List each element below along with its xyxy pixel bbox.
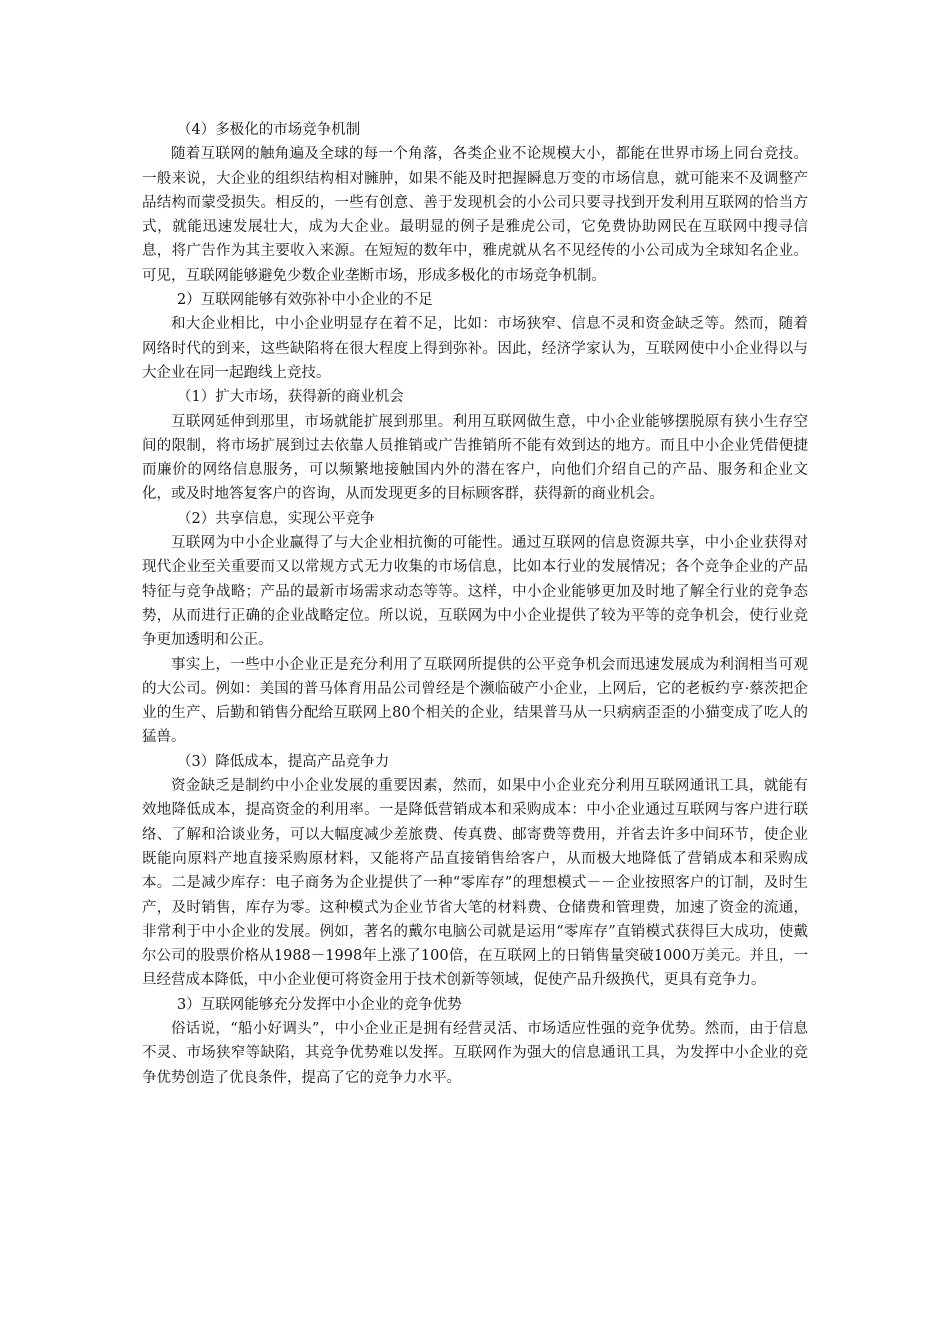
body-paragraph: 和大企业相比，中小企业明显存在着不足，比如：市场狭窄、信息不灵和资金缺乏等。然而，随着网络时代的到来，这些缺陷将在很大程度上得到弥补。因此，经济学家认为，互联网使中小企业得以与大企业在同一起跑线上竞技。 <box>142 316 808 381</box>
body-paragraph: 资金缺乏是制约中小企业发展的重要因素，然而，如果中小企业充分利用互联网通讯工具，就能有效地降低成本，提高资金的利用率。一是降低营销成本和采购成本：中小企业通过互联网与客户进行联络、了解和洽谈业务，可以大幅度减少差旅费、传真费、邮寄费等费用，并省去许多中间环节，使企业既能向原料产地直接采购原材料，又能将产品直接销售给客户，从而极大地降低了营销成本和采购成本。二是减少库存：电子商务为企业提供了一种“零库存”的理想模式－－企业按照客户的订制，及时生产，及时销售，库存为零。这种模式为企业节省大笔的材料费、仓储费和管理费，加速了资金的流通，非常利于中小企业的发展。例如，著名的戴尔电脑公司就是运用“零库存”直销模式获得巨大成功，使戴尔公司的股票价格从1988－1998年上涨了100倍，在互联网上的日销售量突破1000万美元。并且，一旦经营成本降低，中小企业便可将资金用于技术创新等领域，促使产品升级换代，更具有竞争力。 <box>142 778 808 989</box>
document-page <box>142 118 808 1090</box>
body-paragraph: 俗话说，“船小好调头”，中小企业正是拥有经营灵活、市场适应性强的竞争优势。然而，由于信息不灵、市场狭窄等缺陷，其竞争优势难以发挥。互联网作为强大的信息通讯工具，为发挥中小企业的竞争优势创造了优良条件，提高了它的竞争力水平。 <box>142 1020 808 1086</box>
body-paragraph: 随着互联网的触角遍及全球的每一个角落，各类企业不论规模大小，都能在世界市场上同台竞技。一般来说，大企业的组织结构相对臃肿，如果不能及时把握瞬息万变的市场信息，就可能来不及调整产品结构而蒙受损失。相反的，一些有创意、善于发现机会的小公司只要寻找到开发利用互联网的恰当方式，就能迅速发展壮大，成为大企业。最明显的例子是雅虎公司，它免费协助网民在互联网中搜寻信息，将广告作为其主要收入来源。在短短的数年中，雅虎就从名不见经传的小公司成为全球知名企业。可见，互联网能够避免少数企业垄断市场，形成多极化的市场竞争机制。 <box>142 146 808 284</box>
section-heading: （4）多极化的市场竞争机制 <box>177 122 361 138</box>
section-heading: （2）共享信息，实现公平竞争 <box>177 510 375 527</box>
section-heading: 3）互联网能够充分发挥中小企业的竞争优势 <box>177 996 462 1013</box>
section-heading: （1）扩大市场，获得新的商业机会 <box>177 389 404 406</box>
body-paragraph: 互联网为中小企业赢得了与大企业相抗衡的可能性。通过互联网的信息资源共享，中小企业获得对现代企业至关重要而又以常规方式无力收集的市场信息，比如本行业的发展情况；各个竞争企业的产品特征与竞争战略；产品的最新市场需求动态等等。这样，中小企业能够更加及时地了解全行业的竞争态势，从而进行正确的企业战略定位。所以说，互联网为中小企业提供了较为平等的竞争机会，使行业竞争更加透明和公正。 <box>142 535 808 649</box>
body-paragraph: 事实上，一些中小企业正是充分利用了互联网所提供的公平竞争机会而迅速发展成为利润相当可观的大公司。例如：美国的普马体育用品公司曾经是个濒临破产小企业，上网后，它的老板约亨·蔡茨把企业的生产、后勤和销售分配给互联网上80个相关的企业，结果普马从一只病病歪歪的小猫变成了吃人的猛兽。 <box>142 656 808 746</box>
body-paragraph: 互联网延伸到那里，市场就能扩展到那里。利用互联网做生意，中小企业能够摆脱原有狭小生存空间的限制，将市场扩展到过去依靠人员推销或广告推销所不能有效到达的地方。而且中小企业凭借便捷而廉价的网络信息服务，可以频繁地接触国内外的潜在客户，向他们介绍自己的产品、服务和企业文化，或及时地答复客户的咨询，从而发现更多的目标顾客群，获得新的商业机会。 <box>142 413 808 503</box>
section-heading: 2）互联网能够有效弥补中小企业的不足 <box>177 292 433 309</box>
section-heading: （3）降低成本，提高产品竞争力 <box>177 753 390 770</box>
